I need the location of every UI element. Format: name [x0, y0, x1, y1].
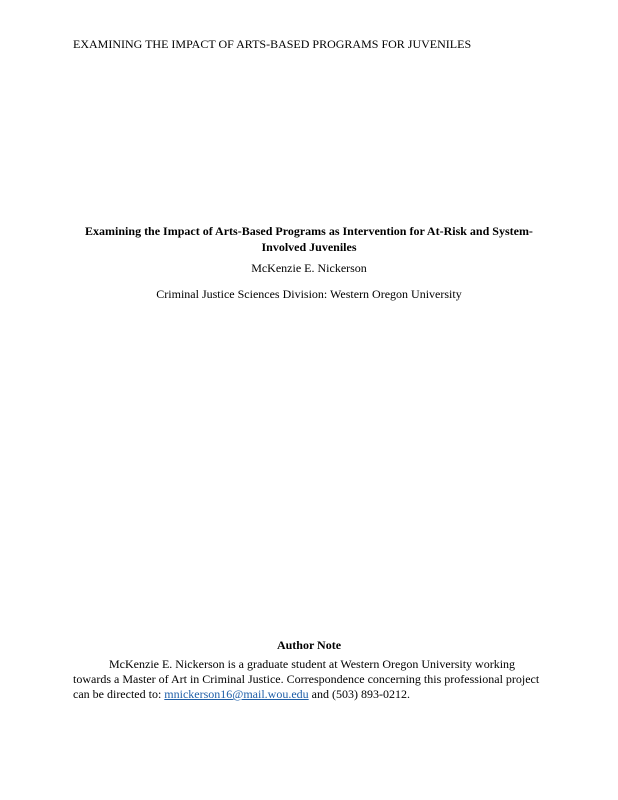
author-affiliation: Criminal Justice Sciences Division: Western Oregon University — [156, 287, 462, 301]
email-link[interactable]: mnickerson16@mail.wou.edu — [164, 687, 309, 701]
title-block — [73, 223, 545, 302]
author-name: McKenzie E. Nickerson — [251, 261, 367, 275]
author-note — [73, 637, 545, 702]
running-head: EXAMINING THE IMPACT OF ARTS-BASED PROGRAMS FOR JUVENILES — [73, 37, 472, 51]
author-note-body — [73, 657, 545, 702]
author-note-phone: and (503) 893-0212. — [308, 687, 410, 701]
author-note-text: McKenzie E. Nickerson is a graduate student at Western Oregon University working towards a Master of Art in Criminal Justice. Correspondence concerning this professional project can be directed to: — [73, 657, 540, 701]
author-note-heading: Author Note — [276, 638, 342, 652]
paper-title: Examining the Impact of Arts-Based Programs as Intervention for At-Risk and System-Involved Juveniles — [85, 224, 533, 254]
